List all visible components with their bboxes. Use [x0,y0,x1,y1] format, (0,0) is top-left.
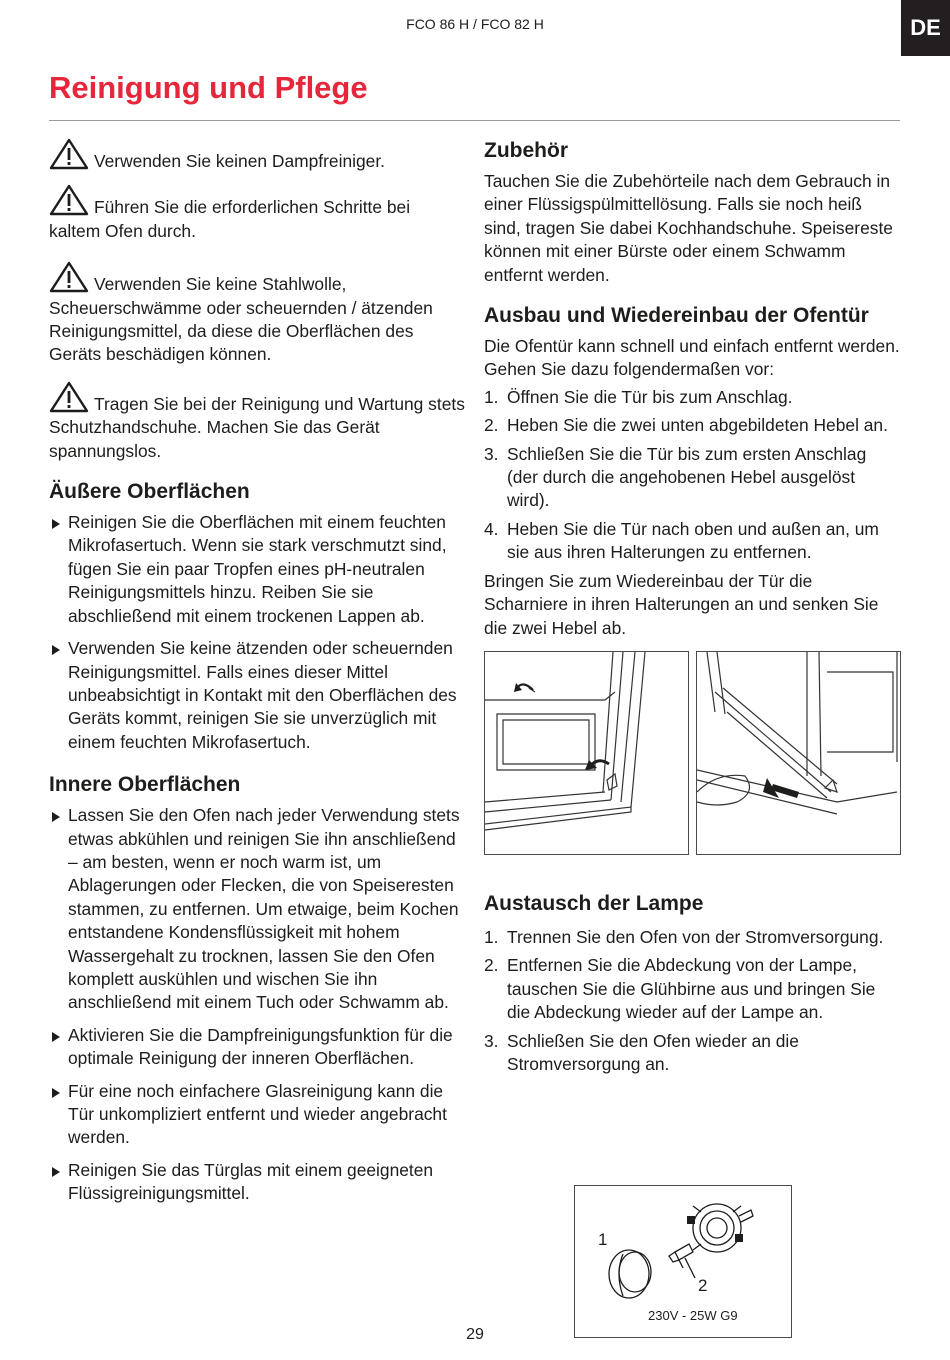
bulb-spec: 230V - 25W G9 [648,1308,738,1323]
section-heading-outer-surfaces: Äußere Oberflächen [49,480,250,504]
warning-text: Verwenden Sie keinen Dampfreiniger. [94,151,385,171]
oven-door-open-drawing [485,652,688,854]
list-item: Für eine noch einfachere Glasreinigung kann die Tür unkompliziert entfernt und wieder angebracht werden. [49,1080,465,1150]
lamp-step: 2. Entfernen Sie die Abdeckung von der Lampe, tauschen Sie die Glühbirne aus und bringen Sie die Abdeckung wieder auf der Lampe an. [484,955,876,1023]
bullet-triangle-icon [52,519,60,529]
bullet-triangle-icon [52,1032,60,1042]
door-step: 3. Schließen Sie die Tür bis zum ersten Anschlag (der durch die angehobenen Hebel ausgelöst wird). [484,443,867,511]
title-divider [49,120,900,121]
warning-text: Verwenden Sie keine Stahlwolle, Scheuerschwämme oder scheuernden / ätzenden Reinigungsmittel, da diese die Oberflächen des Geräts beschädigen können. [49,274,433,365]
list-item: Reinigen Sie die Oberflächen mit einem feuchten Mikrofasertuch. Wenn sie stark verschmutzt sind, fügen Sie ein paar Tropfen eines pH-neutralen Reinigungsmittels hinzu. Reiben Sie sie abschließend mit einem trockenen Lappen ab. [49,511,465,628]
page-number: 29 [466,1326,484,1343]
lamp-replacement-illustration [574,1185,792,1338]
section-heading-door: Ausbau und Wiedereinbau der Ofentür [484,304,869,328]
warning-icon [49,381,89,413]
door-intro: Die Ofentür kann schnell und einfach entfernt werden. Gehen Sie dazu folgendermaßen vor: [484,336,900,380]
bullet-triangle-icon [52,812,60,822]
door-removal-illustration [696,651,901,855]
header-model: FCO 86 H / FCO 82 H [406,16,544,32]
door-step: 1. Öffnen Sie die Tür bis zum Anschlag. [484,386,793,407]
warning-text: Tragen Sie bei der Reinigung und Wartung stets Schutzhandschuhe. Machen Sie das Gerät spannungslos. [49,393,465,461]
list-item: Lassen Sie den Ofen nach jeder Verwendung stets etwas abkühlen und reinigen Sie ihn anschließend – am besten, wenn er noch warm ist, um Ablagerungen oder Flecken, die von Speiseresten stammen, zu entfernen. Um etwaige, beim Kochen entstandene Kondensflüssigkeit mit hohem Wassergehalt zu trocknen, lassen Sie den Ofen komplett auskühlen und wischen Sie ihn anschließend mit einem Tuch oder Schwamm ab. [49,804,465,1015]
warning-1 [49,138,465,173]
lamp-step: 3. Schließen Sie den Ofen wieder an die Stromversorgung an. [484,1030,799,1074]
door-lever-illustration [484,651,689,855]
warning-2 [49,184,465,243]
door-step: 4. Heben Sie die Tür nach oben und außen an, um sie aus ihren Halterungen zu entfernen. [484,518,879,563]
page-title: Reinigung und Pflege [49,70,368,105]
list-item: Verwenden Sie keine ätzenden oder scheuernden Reinigungsmittel. Falls eines dieser Mittel unbeabsichtigt in Kontakt mit den Oberflächen des Geräts kommt, reinigen Sie sie unverzüglich mit einem feuchten Mikrofasertuch. [49,637,465,754]
lamp-step: 1. Trennen Sie den Ofen von der Stromversorgung. [484,926,884,947]
bulb-label: 2 [698,1276,708,1295]
oven-door-lift-drawing [697,652,900,854]
list-item: Reinigen Sie das Türglas mit einem geeigneten Flüssigreinigungsmittel. [49,1159,465,1206]
warning-icon [49,261,89,293]
lamp-cover-label: 1 [598,1230,608,1249]
section-heading-inner-surfaces: Innere Oberflächen [49,773,241,797]
right-column [484,138,900,1081]
list-item: Aktivieren Sie die Dampfreinigungsfunktion für die optimale Reinigung der inneren Oberflächen. [49,1024,465,1071]
warning-icon [49,184,89,216]
door-outro: Bringen Sie zum Wiedereinbau der Tür die Scharniere in ihren Halterungen an und senken Sie die zwei Hebel ab. [484,570,879,638]
warning-4 [49,381,465,463]
door-step: 2. Heben Sie die zwei unten abgebildeten Hebel an. [484,415,888,436]
warning-icon [49,138,89,170]
bullet-triangle-icon [52,645,60,655]
bullet-triangle-icon [52,1088,60,1098]
warning-text: Führen Sie die erforderlichen Schritte bei kaltem Ofen durch. [49,197,411,241]
bullet-triangle-icon [52,1167,60,1177]
left-column [49,138,465,1215]
door-figures [484,651,900,855]
warning-3 [49,261,465,367]
language-tab: DE [901,0,950,56]
section-heading-lamp: Austausch der Lampe [484,891,704,915]
section-heading-accessories: Zubehör [484,139,568,162]
accessories-text: Tauchen Sie die Zubehörteile nach dem Gebrauch in einer Flüssigspülmittellösung. Falls sie noch heiß sind, tragen Sie dabei Kochhandschuhe. Speisereste können mit einer Bürste oder einem Schwamm entfernt werden. [484,171,893,285]
